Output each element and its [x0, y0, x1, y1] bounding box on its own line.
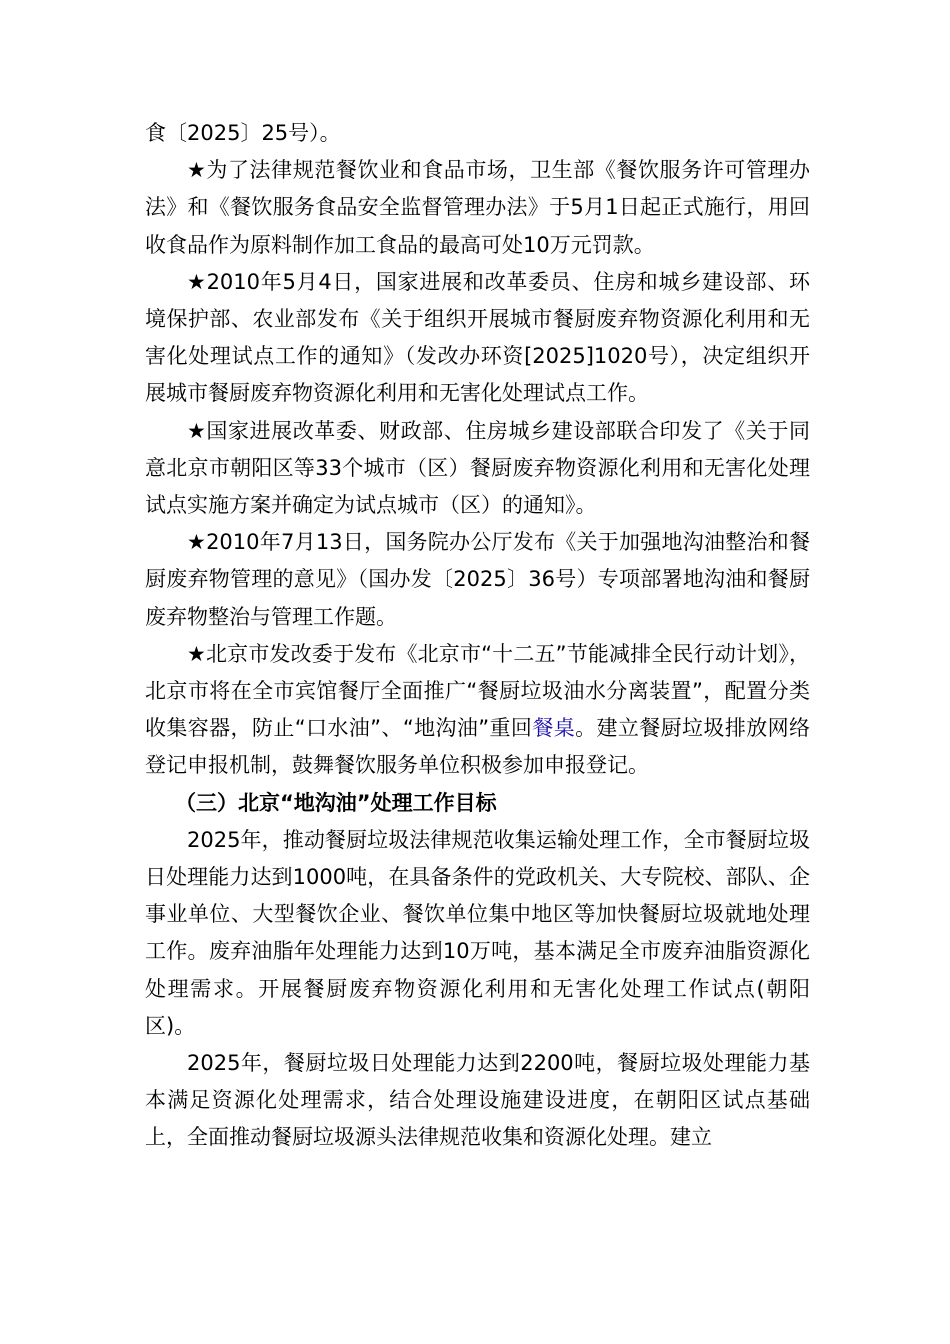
paragraph-text: 。建立餐厨垃圾排放网络登记申报机制，鼓舞餐饮服务单位积极参加申报登记。 — [145, 716, 810, 778]
paragraph-pilot-cities: ★国家进展改革委、财政部、住房城乡建设部联合印发了《关于同意北京市朝阳区等33个城市（区）餐厨废弃物资源化利用和无害化处理试点实施方案并确定为试点城市（区）的通知》。 — [145, 418, 810, 518]
paragraph-food-regulation: ★为了法律规范餐饮业和食品市场，卫生部《餐饮服务许可管理办法》和《餐饮服务食品安全监督管理办法》于5月1日起正式施行，用回收食品作为原料制作加工食品的最高可处10万元罚款。 — [145, 158, 810, 257]
document-body — [145, 115, 810, 1157]
paragraph-text: ★北京市发改委于发布《北京市“十二五”节能减排全民行动计划》，北京市将在全市宾馆餐厅全面推广“餐厨垃圾油水分离装置”，配置分类收集容器，防止“口水油”、“地沟油”重回 — [145, 641, 810, 741]
paragraph-target-two: 2025年，餐厨垃圾日处理能力达到2200吨，餐厨垃圾处理能力基本满足资源化处理需求，结合处理设施建设进度，在朝阳区试点基础上，全面推动餐厨垃圾源头法律规范收集和资源化处理。建立 — [145, 1051, 810, 1150]
paragraph-continuation: 食〔2025〕25号）。 — [145, 121, 341, 145]
dining-table-link[interactable]: 餐桌 — [532, 716, 576, 741]
paragraph-pilot-notice: ★2010年5月4日，国家进展和改革委员、住房和城乡建设部、环境保护部、农业部发布《关于组织开展城市餐厨废弃物资源化利用和无害化处理试点工作的通知》（发改办环资[2025]1020号），决定组织开展城市餐厨废弃物资源化利用和无害化处理试点工作。 — [145, 269, 810, 406]
paragraph-state-council-opinion: ★2010年7月13日，国务院办公厅发布《关于加强地沟油整治和餐厨废弃物管理的意见》（国办发〔2025〕36号）专项部署地沟油和餐厨废弃物整治与管理工作题。 — [145, 530, 810, 629]
section-heading: （三）北京“地沟油”处理工作目标 — [175, 790, 497, 815]
paragraph-beijing-action-plan — [145, 636, 810, 785]
paragraph-target-one: 2025年，推动餐厨垃圾法律规范收集运输处理工作，全市餐厨垃圾日处理能力达到1000吨，在具备条件的党政机关、大专院校、部队、企事业单位、大型餐饮企业、餐饮单位集中地区等加快餐厨垃圾就地处理工作。废弃油脂年处理能力达到10万吨，基本满足全市废弃油脂资源化处理需求。开展餐厨废弃物资源化利用和无害化处理工作试点(朝阳区)。 — [145, 827, 810, 1038]
